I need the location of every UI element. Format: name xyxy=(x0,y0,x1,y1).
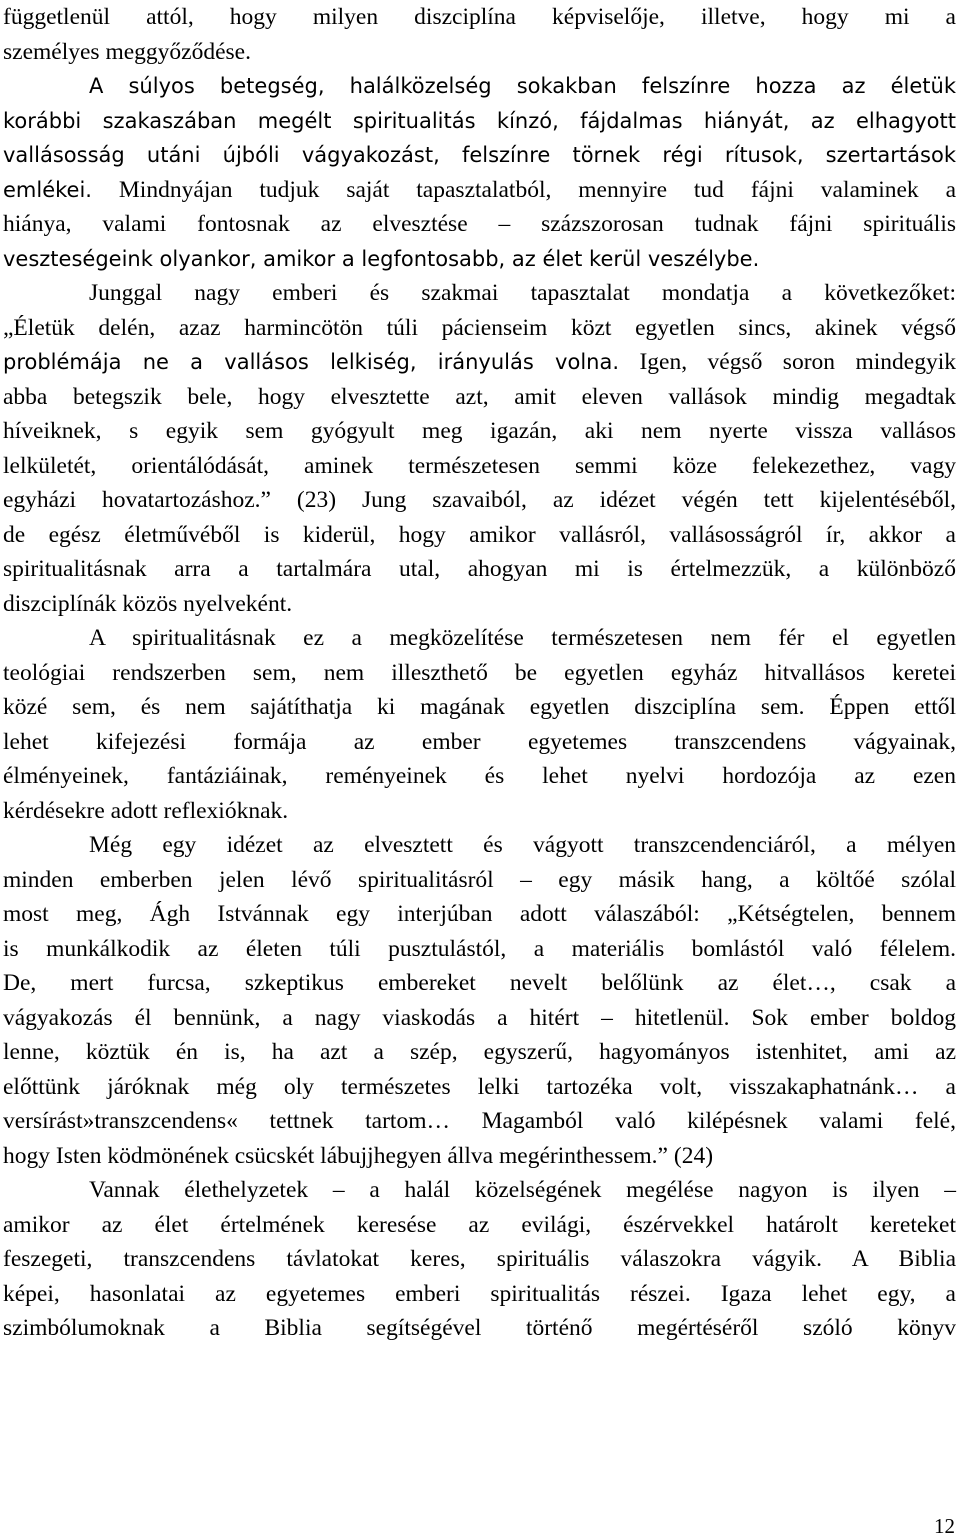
text-segment: problémája ne a vallásos lelkiség, irányulás volna. xyxy=(3,350,620,374)
text-line: képei, hasonlatai az egyetemes emberi spiritualitás részei. Igaza lehet egy, a xyxy=(3,1280,956,1307)
text-line: de egész életművéből is kiderül, hogy amikor vallásról, vallásosságról ír, akkor a xyxy=(3,521,956,548)
text-line: hogy Isten ködmönének csücskét lábujjhegyen állva megérinthessem.” (24) xyxy=(3,1142,714,1169)
text-line: spiritualitásnak arra a tartalmára utal, ahogyan mi is értelmezzük, a különböző xyxy=(3,556,956,582)
text-line: kérdésekre adott reflexióknak. xyxy=(3,797,289,824)
text-segment: egyházi hovatartozáshoz.” xyxy=(3,487,271,513)
text-line: most meg, Ágh Istvánnak egy interjúban adott válaszából: „Kétségtelen, bennem xyxy=(3,901,956,927)
text-line: A súlyos betegség, halálközelség sokakban felszínre hozza az életük xyxy=(89,74,956,98)
text-line xyxy=(3,345,956,380)
text-line: diszciplínák közös nyelveként. xyxy=(3,590,293,617)
text-line: személyes meggyőződése. xyxy=(3,38,251,65)
text-line: előttünk járóknak még oly természetes lelki tartozéka volt, visszakaphatnánk… a xyxy=(3,1073,956,1100)
text-line: veszteségeink olyankor, amikor a legfontosabb, az élet kerül veszélybe. xyxy=(3,246,760,271)
text-line: abba betegszik bele, hogy elvesztette azt, amit eleven vallások mindig megadtak xyxy=(3,383,956,410)
text-line: „Életük delén, azaz harmincötön túli pácienseim közt egyetlen sincs, akinek végső xyxy=(3,314,956,341)
text-line: lehet kifejezési formája az ember egyetemes transzcendens vágyainak, xyxy=(3,728,956,755)
text-line: lenne, köztük én is, ha azt a szép, egyszerű, hagyományos istenhitet, ami az xyxy=(3,1039,956,1065)
text-line: híveiknek, s egyik sem gyógyult meg igazán, aki nem nyerte vissza vallásos xyxy=(3,418,956,444)
text-line: Még egy idézet az elvesztett és vágyott transzcendenciáról, a mélyen xyxy=(89,832,956,858)
text-segment: (23) Jung szavaiból, az idézet végén tett kijelentéséből, xyxy=(296,487,956,513)
text-line: szimbólumoknak a Biblia segítségével történő megértéséről szóló könyv xyxy=(3,1315,956,1341)
text-line: korábbi szakaszában megélt spiritualitás kínzó, fájdalmas hiányát, az elhagyott xyxy=(3,108,956,133)
text-line: Junggal nagy emberi és szakmai tapasztalat mondatja a következőket: xyxy=(89,280,956,306)
page-number: 12 xyxy=(934,1514,955,1538)
text-line: versírást»transzcendens« tettnek tartom… Magamból való kilépésnek valami felé, xyxy=(3,1108,956,1134)
text-line: De, mert furcsa, szkeptikus embereket nevelt belőlünk az élet…, csak a xyxy=(3,970,956,996)
document-page xyxy=(3,0,956,1346)
text-line: A spiritualitásnak ez a megközelítése természetesen nem fér el egyetlen xyxy=(89,625,956,651)
text-line: minden emberben jelen lévő spiritualitásról – egy másik hang, a költőé szólal xyxy=(3,866,956,893)
text-line: teológiai rendszerben sem, nem illeszthető be egyetlen egyház hitvallásos keretei xyxy=(3,659,956,686)
text-segment: Mindnyájan tudjuk saját tapasztalatból, mennyire tud fájni valaminek a xyxy=(118,176,956,203)
text-line: Vannak élethelyzetek – a halál közelségének megélése nagyon is ilyen – xyxy=(89,1177,956,1203)
text-line xyxy=(3,483,956,518)
text-line: vallásosság utáni újbóli vágyakozást, felszínre törnek régi rítusok, szertartások xyxy=(3,143,956,167)
text-line: vágyakozás él bennünk, a nagy viaskodás a hitért – hitetlenül. Sok ember boldog xyxy=(3,1004,956,1031)
text-line: feszegeti, transzcendens távlatokat keres, spirituális válaszokra vágyik. A Biblia xyxy=(3,1246,956,1272)
text-line: is munkálkodik az életen túli pusztulástól, a materiális bomlástól való félelem. xyxy=(3,935,956,962)
text-segment: emlékei. xyxy=(3,177,92,202)
text-line: élményeinek, fantáziáinak, reményeinek és lehet nyelvi hordozója az ezen xyxy=(3,763,956,789)
text-line: hiánya, valami fontosnak az elvesztése – százszorosan tudnak fájni spirituális xyxy=(3,211,956,237)
text-line xyxy=(3,173,956,208)
text-line: közé sem, és nem sajátíthatja ki magának egyetlen diszciplína sem. Éppen ettől xyxy=(3,694,956,720)
text-line: amikor az élet értelmének keresése az evilági, észérvekkel határolt kereteket xyxy=(3,1211,956,1238)
text-line: lelkületét, orientálódását, aminek természetesen semmi köze felekezethez, vagy xyxy=(3,452,956,479)
text-line: függetlenül attól, hogy milyen diszciplína képviselője, illetve, hogy mi a xyxy=(3,4,956,30)
text-segment: Igen, végső soron mindegyik xyxy=(639,349,956,375)
